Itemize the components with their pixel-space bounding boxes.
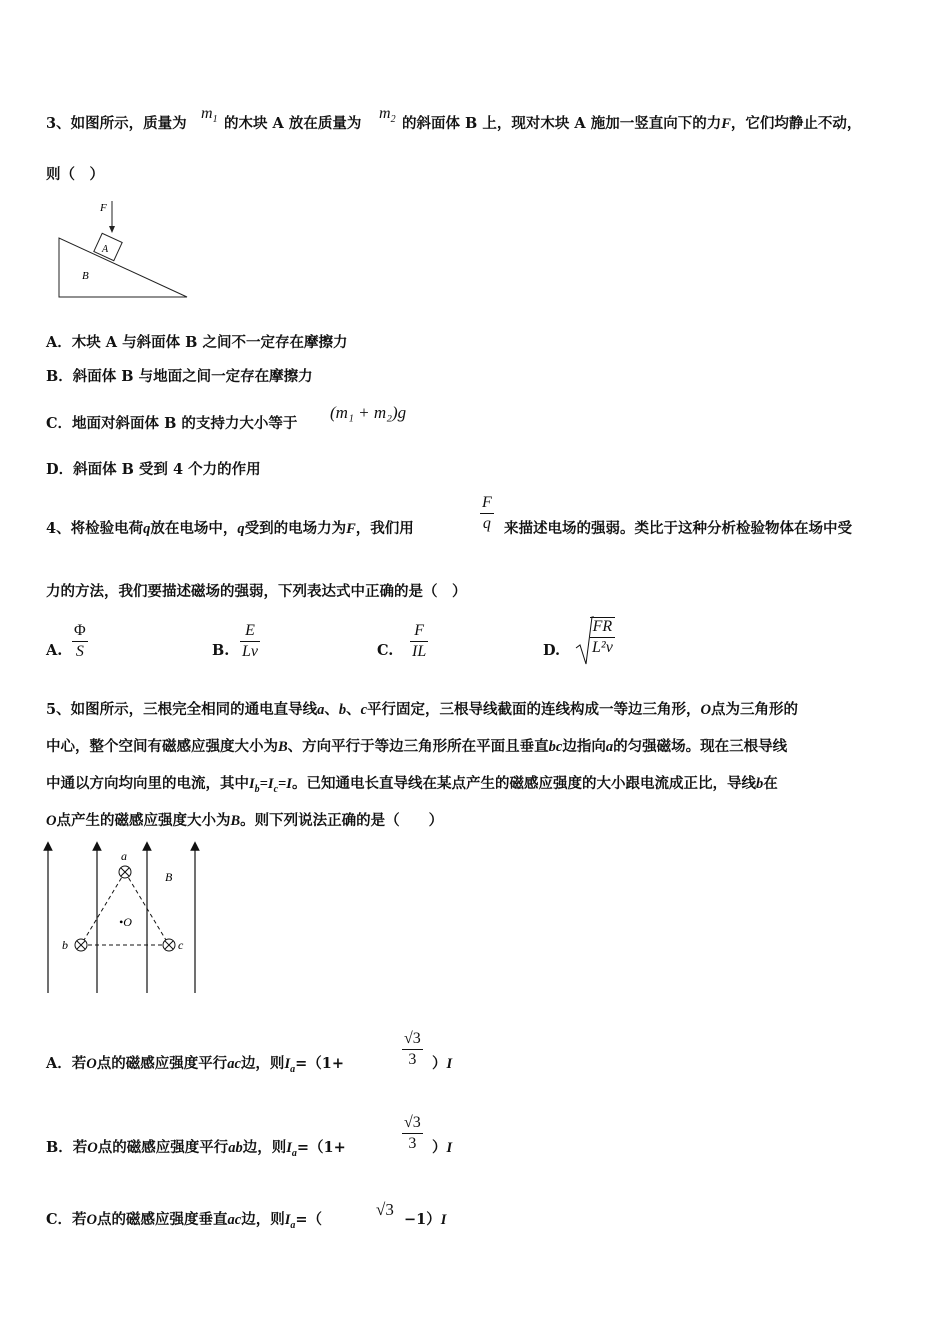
block-a-label: A: [102, 244, 109, 255]
q4-option-a-fraction: Φ S: [74, 622, 86, 660]
q3-option-c: C．地面对斜面体 B 的支持力大小等于: [46, 415, 298, 432]
q3-m2: $m_2$: [379, 105, 396, 126]
q4-option-d-label: D.: [543, 642, 561, 659]
q3-line1: 3、如图所示，质量为: [46, 115, 187, 132]
q3-option-b: B．斜面体 B 与地面之间一定存在摩擦力: [46, 368, 313, 385]
q3-line1-c: 的斜面体 B 上，现对木块 A 施加一竖直向下的力F，它们均静止不动，: [402, 115, 862, 132]
wire-c-label: c: [178, 938, 184, 952]
q5-line1: 5、如图所示，三根完全相同的通电直导线a、b、c平行固定，三根导线截面的连线构成一等边三角形，O点为三角形的: [46, 701, 799, 718]
q4-option-c-label: C.: [377, 642, 394, 659]
wedge-b-label: B: [82, 270, 89, 282]
q4-option-a-label: A.: [46, 642, 63, 659]
field-b-label: B: [165, 870, 173, 884]
q3-option-a: A．木块 A 与斜面体 B 之间不一定存在摩擦力: [46, 334, 348, 351]
q4-line2: 力的方法，我们要描述磁场的强弱，下列表达式中正确的是（ ）: [46, 583, 467, 600]
force-arrow-head: [109, 226, 115, 233]
q3-option-d: D．斜面体 B 受到 4 个力的作用: [46, 461, 261, 478]
q5-option-b-tail: ）I: [432, 1139, 453, 1156]
wire-a-label: a: [121, 849, 127, 863]
q5-option-a-tail: ）I: [432, 1055, 453, 1072]
q5-option-a: A．若O点的磁感应强度平行ac边，则$I_a=(1+$: [46, 1055, 344, 1075]
q3-number: 3、: [46, 115, 71, 132]
q4-line1: 4、将检验电荷q放在电场中，q受到的电场力为F，我们用: [46, 520, 414, 537]
q5-figure: [40, 838, 210, 998]
q3-option-c-formula: (m₁ + m₂)g: [330, 403, 407, 422]
q5-option-b-fraction: √3 3: [404, 1114, 421, 1152]
force-label: F: [100, 202, 107, 214]
q5-line4: O点产生的磁感应强度大小为B。则下列说法正确的是（ ）: [46, 812, 444, 829]
q3-line2: 则（ ）: [46, 166, 104, 183]
q5-option-b: B．若O点的磁感应强度平行ab边，则$I_a=(1+$: [46, 1139, 346, 1159]
q3-m1: $m_1$: [201, 105, 218, 126]
q4-option-d-fraction: FR L²v: [592, 618, 613, 656]
q5-option-c-tail: −1）I: [404, 1211, 447, 1228]
q4-field-fraction: F q: [482, 494, 492, 532]
wedge-b: [59, 238, 187, 297]
q5-option-c: C．若O点的磁感应强度垂直ac边，则$I_a=$（: [46, 1211, 323, 1231]
wire-b-symbol: [75, 939, 87, 951]
q5-option-a-fraction: √3 3: [404, 1030, 421, 1068]
q4-option-b-label: B.: [212, 642, 230, 659]
center-o-label: •O: [119, 915, 132, 929]
q5-line3: 中通以方向均向里的电流，其中$I_b=I_c=I$。已知通电长直导线在某点产生的磁感应强度的大小跟电流成正比，导线b在: [46, 775, 778, 795]
q3-figure: [50, 196, 200, 302]
q4-option-c-fraction: F IL: [412, 622, 427, 660]
q3-line1-b: 的木块 A 放在质量为: [224, 115, 362, 132]
wire-c-symbol: [163, 939, 175, 951]
wire-a-symbol: [119, 866, 131, 878]
q5-line2: 中心，整个空间有磁感应强度大小为B、方向平行于等边三角形所在平面且垂直bc边指向a的匀强磁场。现在三根导线: [46, 738, 788, 755]
q4-option-b-fraction: E Lv: [242, 622, 258, 660]
wire-b-label: b: [62, 938, 68, 952]
q4-line1-b: 来描述电场的强弱。类比于这种分析检验物体在场中受: [504, 520, 852, 537]
q5-option-c-root: √3: [376, 1200, 394, 1219]
